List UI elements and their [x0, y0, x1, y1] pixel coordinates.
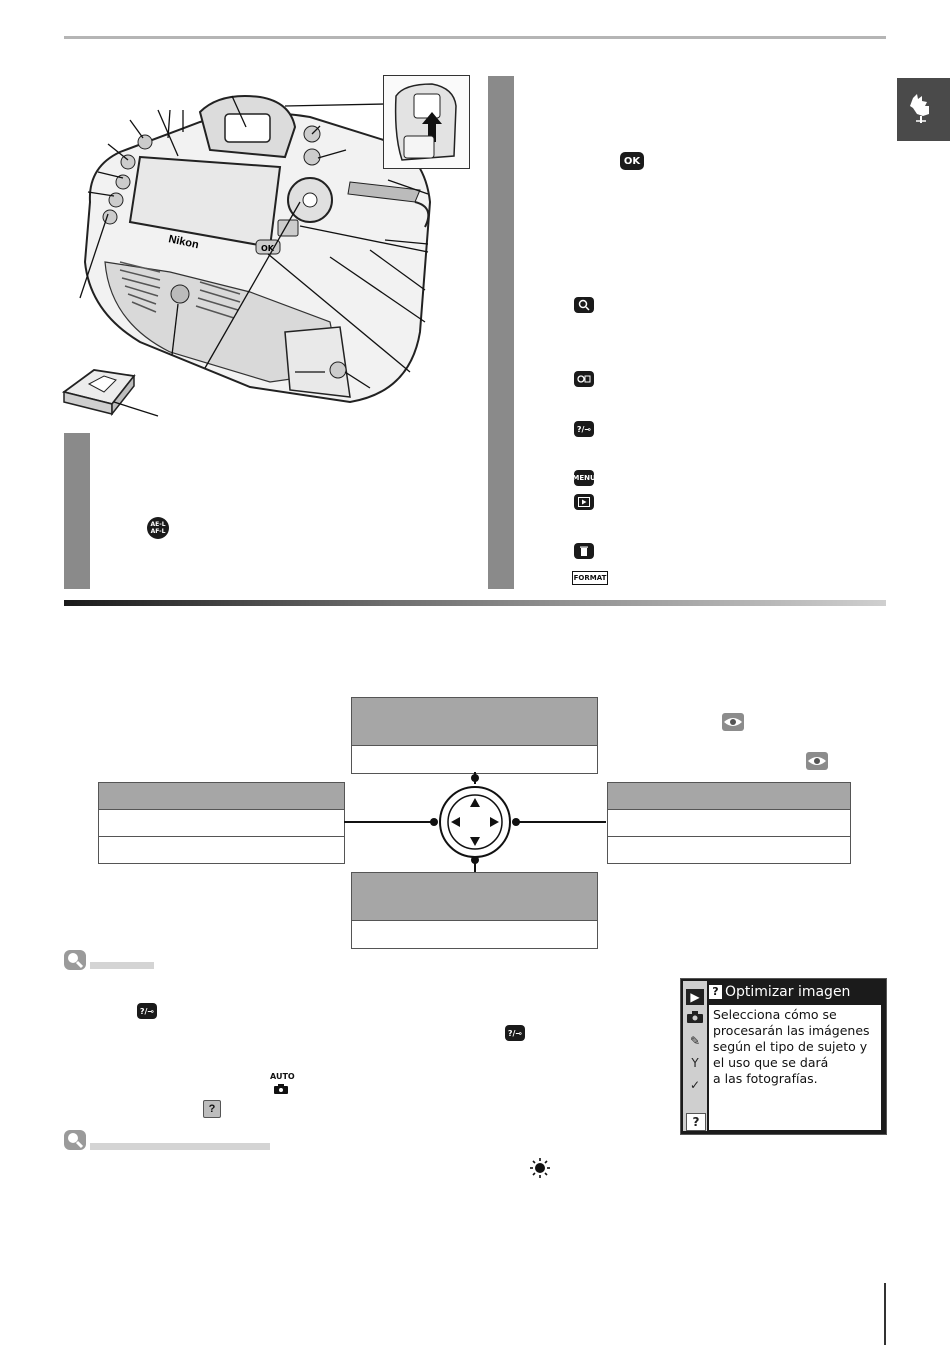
- playback-icon: ▶: [686, 989, 704, 1005]
- magnifier-tip-icon: [64, 950, 86, 970]
- right-panel-strip: [488, 76, 514, 589]
- format-label-icon: FORMAT: [572, 571, 608, 585]
- playback-button-icon: [574, 494, 594, 510]
- playback-button[interactable]: [138, 135, 152, 149]
- help-icon-inline: ?: [203, 1100, 221, 1118]
- viewfinder-eyepiece: [225, 114, 270, 142]
- menu-help-text: Selecciona cómo se procesarán las imágenes según el tipo de sujeto y el uso que se dará a las fotografías.: [709, 1005, 881, 1130]
- card-cover-latch[interactable]: [330, 362, 346, 378]
- ae-l-af-l-button-icon: AE-L AF-L: [147, 517, 169, 539]
- delete-button-icon: [574, 543, 594, 559]
- page-edge-bar: [884, 1283, 886, 1345]
- menu-title: ? Optimizar imagen: [709, 982, 883, 1002]
- help-protect-button-icon: ?/⊸: [574, 421, 594, 437]
- help-button-icon-2: ?/⊸: [505, 1025, 525, 1041]
- left-panel-strip: [64, 433, 90, 589]
- eyecup-removal-inset: [383, 75, 470, 169]
- help-button-icon: ?/⊸: [137, 1003, 157, 1019]
- section-divider: [64, 600, 886, 606]
- rooster-icon: [905, 92, 939, 126]
- help-icon: ?: [686, 1113, 706, 1131]
- tip-heading-bar-2: [90, 1143, 270, 1150]
- section-tab: [897, 78, 950, 141]
- menu-tabs: [683, 981, 707, 1131]
- command-button[interactable]: [304, 149, 320, 165]
- svg-text:OK: OK: [261, 244, 274, 253]
- wrench-icon: Y: [691, 1056, 699, 1070]
- brightness-icon: [530, 1158, 550, 1178]
- diagram-box-top: [351, 697, 598, 774]
- header-rule: [64, 36, 886, 39]
- multi-selector-diagram: [340, 770, 610, 874]
- eyepiece-cap-illustration: [54, 362, 164, 422]
- retouch-icon: ✓: [689, 1078, 701, 1092]
- diagram-box-left: [98, 782, 345, 864]
- auto-mode-icon: AUTO: [270, 1072, 292, 1094]
- menu-button[interactable]: [121, 155, 135, 169]
- ok-button-icon: OK: [620, 152, 644, 170]
- diagram-box-right: [607, 782, 851, 864]
- pencil-icon: ✎: [689, 1034, 701, 1048]
- camera-menu-screenshot: [680, 978, 887, 1135]
- menu-button-icon: MENU: [574, 470, 594, 486]
- thumbnail-zoom-out-button-icon: [574, 371, 594, 387]
- magnifier-tip-icon-2: [64, 1130, 86, 1150]
- see-reference-icon-2: [806, 752, 828, 770]
- see-reference-icon: [722, 713, 744, 731]
- brand-label: Nikon: [167, 233, 200, 252]
- camera-icon: [686, 1011, 704, 1027]
- diagram-box-bottom: [351, 872, 598, 949]
- zoom-in-button-icon: [574, 297, 594, 313]
- tripod-socket: [171, 285, 189, 303]
- tip-heading-bar: [90, 962, 154, 969]
